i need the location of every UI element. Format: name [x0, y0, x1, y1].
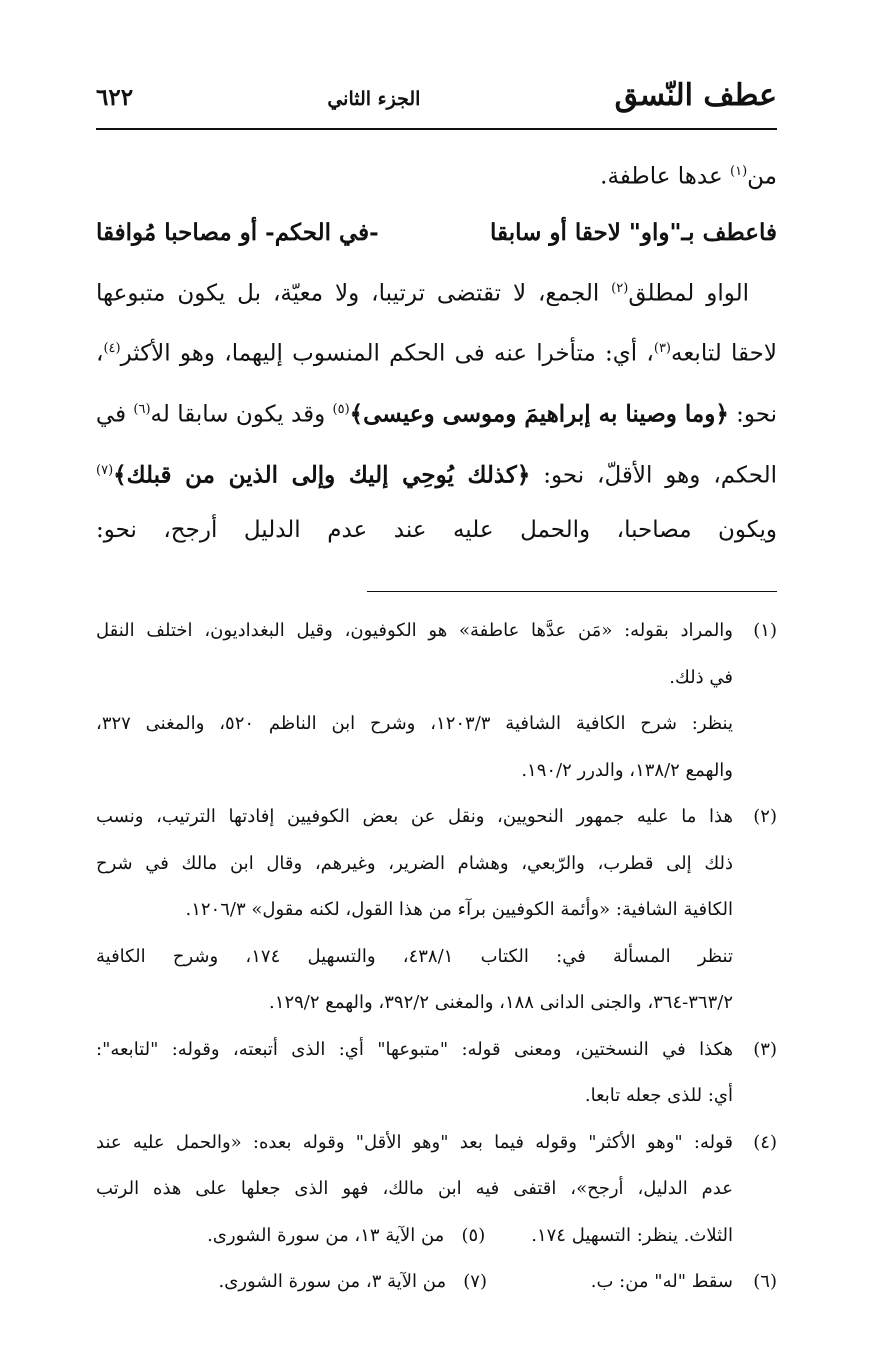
footnote-5: (٥) من الآية ١٣، من سورة الشورى.	[207, 1224, 486, 1246]
text-line: الواو لمطلق$^{(٢)}$ الجمع، لا تقتضى ترتيبا، ولا معيّة، بل يكون متبوعها	[96, 280, 750, 307]
verse-second-hemistich: -في الحكم- أو مصاحبا مُوافقا	[96, 218, 379, 246]
text-line: لاحقا لتابعه$^{(٣)}$، أي: متأخرا عنه فى الحكم المنسوب إليهما، وهو الأكثر$^{(٤)}$،	[96, 340, 777, 367]
verse-first-hemistich: فاعطف بـ"واو" لاحقا أو سابقا	[490, 218, 777, 246]
footnote-ref[interactable]: (٧)	[96, 462, 114, 478]
text-line: الحكم، وهو الأقلّ، نحو: ﴿كذلك يُوحِي إليك وإلى الذين من قبلك﴾$^{(٧)}$	[96, 461, 777, 489]
footnote-number: (٥)	[461, 1224, 486, 1246]
quran-quote: ﴿كذلك يُوحِي إليك وإلى الذين من قبلك﴾	[113, 461, 531, 489]
footnote-number: (٦)	[753, 1271, 777, 1293]
text-line: نحو: ﴿وما وصينا به إبراهيمَ وموسى وعيسى﴾$^{(٥)}$ وقد يكون سابقا له$^{(٦)}$ في	[96, 400, 777, 428]
text-line: ويكون مصاحبا، والحمل عليه عند عدم الدليل أرجح، نحو:	[96, 517, 777, 544]
footnote-ref[interactable]: (١)	[730, 164, 748, 179]
footnote-3: (٣) هكذا في النسختين، ومعنى قوله: "متبوعها" أي: الذى أتبعته، وقوله: "لتابعه": أي: للذى جعله تابعا.	[96, 1027, 777, 1120]
footnote-number: (٤)	[753, 1131, 777, 1153]
footnote-ref[interactable]: (٢)	[611, 280, 629, 296]
page-number: ٦٢٢	[96, 84, 134, 111]
footnote-4: (٤) قوله: "وهو الأكثر" وقوله فيما بعد "وهو الأقل" وقوله بعده: «والحمل عليه عند عدم الدليل، أرجح»، اقتفى فيه ابن مالك، فهو الذى جعلها على هذه الرتب الثلاث. ينظر: التسهيل ١٧٤. (٥) من الآية ١٣، من سورة الشورى.	[96, 1120, 777, 1260]
quran-quote: ﴿وما وصينا به إبراهيمَ وموسى وعيسى﴾	[349, 400, 729, 428]
footnote-ref[interactable]: (٤)	[103, 341, 121, 357]
footnotes	[96, 608, 777, 1306]
footnote-number: (٣)	[753, 1038, 777, 1060]
volume-label: الجزء الثاني	[327, 88, 421, 110]
poetry-verse	[96, 205, 777, 261]
footnote-number: (٧)	[463, 1271, 487, 1293]
footnote-ref[interactable]: (٦)	[133, 401, 151, 417]
footnote-7: (٧) من الآية ٣، من سورة الشورى.	[218, 1271, 487, 1293]
footnote-number: (١)	[753, 620, 777, 642]
footnote-ref[interactable]: (٥)	[332, 401, 350, 417]
main-text	[96, 144, 777, 558]
footnote-2: (٢) هذا ما عليه جمهور النحويين، ونقل عن بعض الكوفيين إفادتها الترتيب، ونسب ذلك إلى قطرب، والرّبعي، وهشام الضرير، وغيرهم، وقال ابن مالك في شرح الكافية الشافية: «وأئمة الكوفيين برآء من هذا القول، لكنه مقول» ١٢٠٦/٣. تنظر المسألة في: الكتاب ٤٣٨/١، والتسهيل ١٧٤، وشرح الكافية ٣٦٣/٢-٣٦٤، والجنى الدانى ١٨٨، والمغنى ٣٩٢/٢، والهمع ١٢٩/٢.	[96, 794, 777, 1027]
footnote-separator	[367, 591, 777, 592]
footnote-1: (١) والمراد بقوله: «مَن عدَّها عاطفة» هو الكوفيون، وقيل البغداديون، اختلف النقل في ذلك. ينظر: شرح الكافية الشافية ١٢٠٣/٣، وشرح ابن الناظم ٥٢٠، والمغنى ٣٢٧، والهمع ١٣٨/٢، والدرر ١٩٠/٢.	[96, 608, 777, 794]
footnote-6: (٦) سقط "له" من: ب. (٧) من الآية ٣، من سورة الشورى.	[96, 1259, 777, 1306]
running-header	[96, 78, 777, 130]
footnote-ref[interactable]: (٣)	[653, 341, 671, 357]
chapter-title: عطف النّسق	[614, 78, 777, 113]
footnote-number: (٢)	[753, 806, 777, 828]
text-line: من$^{(١)}$ عدها عاطفة.	[600, 163, 777, 190]
